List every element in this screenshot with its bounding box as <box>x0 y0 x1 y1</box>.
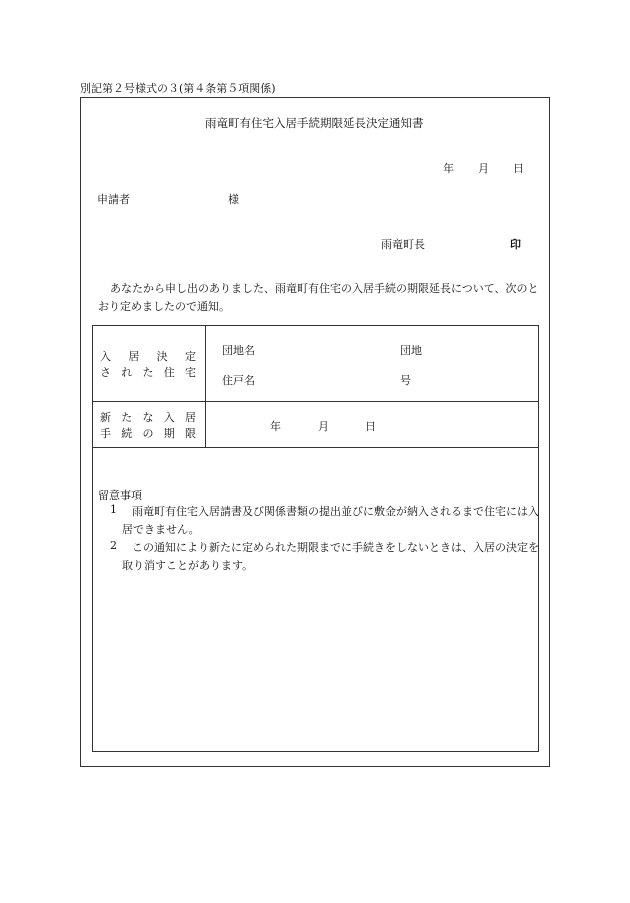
unit-name-label: 住戸名 <box>222 374 255 387</box>
date-day: 日 <box>513 162 524 175</box>
row1-header-char: れ <box>121 366 133 379</box>
row2-header-char: 続 <box>121 427 133 440</box>
applicant-honorific: 様 <box>228 193 239 206</box>
row2-header-char: た <box>121 411 133 424</box>
applicant-label: 申請者 <box>97 193 130 206</box>
row1-header-char: 決 <box>156 350 168 363</box>
complex-suffix: 団地 <box>400 344 422 357</box>
row2-header-char: 居 <box>185 411 196 424</box>
row2-header-char: 期 <box>163 427 175 440</box>
date-year: 年 <box>443 162 454 175</box>
note-number: 1 <box>110 503 117 516</box>
row2-header-line2 <box>100 425 196 441</box>
form-reference: 別記第２号様式の３(第４条第５項関係) <box>80 82 276 95</box>
unit-suffix: 号 <box>400 374 411 387</box>
row2-header-char: 手 <box>100 427 111 440</box>
row2-header-char: 新 <box>100 411 111 424</box>
note-number: 2 <box>110 539 117 552</box>
complex-name-label: 団地名 <box>222 344 255 357</box>
row1-header-char: 住 <box>163 366 175 379</box>
row2-header-char: 入 <box>163 411 175 424</box>
row1-header-char: た <box>142 366 154 379</box>
date-month: 月 <box>478 162 489 175</box>
notes-heading: 留意事項 <box>98 489 142 502</box>
document-title: 雨竜町有住宅入居手続期限延長決定通知書 <box>205 116 424 130</box>
row2-header-line1 <box>100 409 196 425</box>
row2-header-char: な <box>142 411 154 424</box>
table-column-divider <box>205 325 206 447</box>
row1-header-line1 <box>100 348 196 364</box>
row2-header-char: 限 <box>185 427 196 440</box>
seal-mark: 印 <box>510 238 521 251</box>
deadline-year: 年 <box>270 420 281 433</box>
body-text: あなたから申し出のありました、雨竜町有住宅の入居手続の期限延長について、次のとおり定めましたので通知。 <box>98 282 539 313</box>
issuer-name: 雨竜町長 <box>381 238 425 251</box>
row1-header-char: さ <box>100 366 111 379</box>
table-row-divider-2 <box>92 447 539 448</box>
row1-header-char: 居 <box>128 350 140 363</box>
deadline-day: 日 <box>365 420 376 433</box>
note-text: この通知により新たに定められた期限までに手続きをしないときは、入居の決定を取り消すことがあります。 <box>122 541 539 572</box>
deadline-month: 月 <box>318 420 329 433</box>
row1-header-char: 宅 <box>185 366 196 379</box>
table-row-divider-1 <box>92 401 539 402</box>
row2-header-char: の <box>142 427 154 440</box>
row1-header-char: 入 <box>100 350 111 363</box>
row1-header-char: 定 <box>184 350 196 363</box>
row1-header-line2 <box>100 364 196 380</box>
note-text: 雨竜町有住宅入居請書及び関係書類の提出並びに敷金が納入されるまで住宅には入居できません。 <box>122 505 539 536</box>
